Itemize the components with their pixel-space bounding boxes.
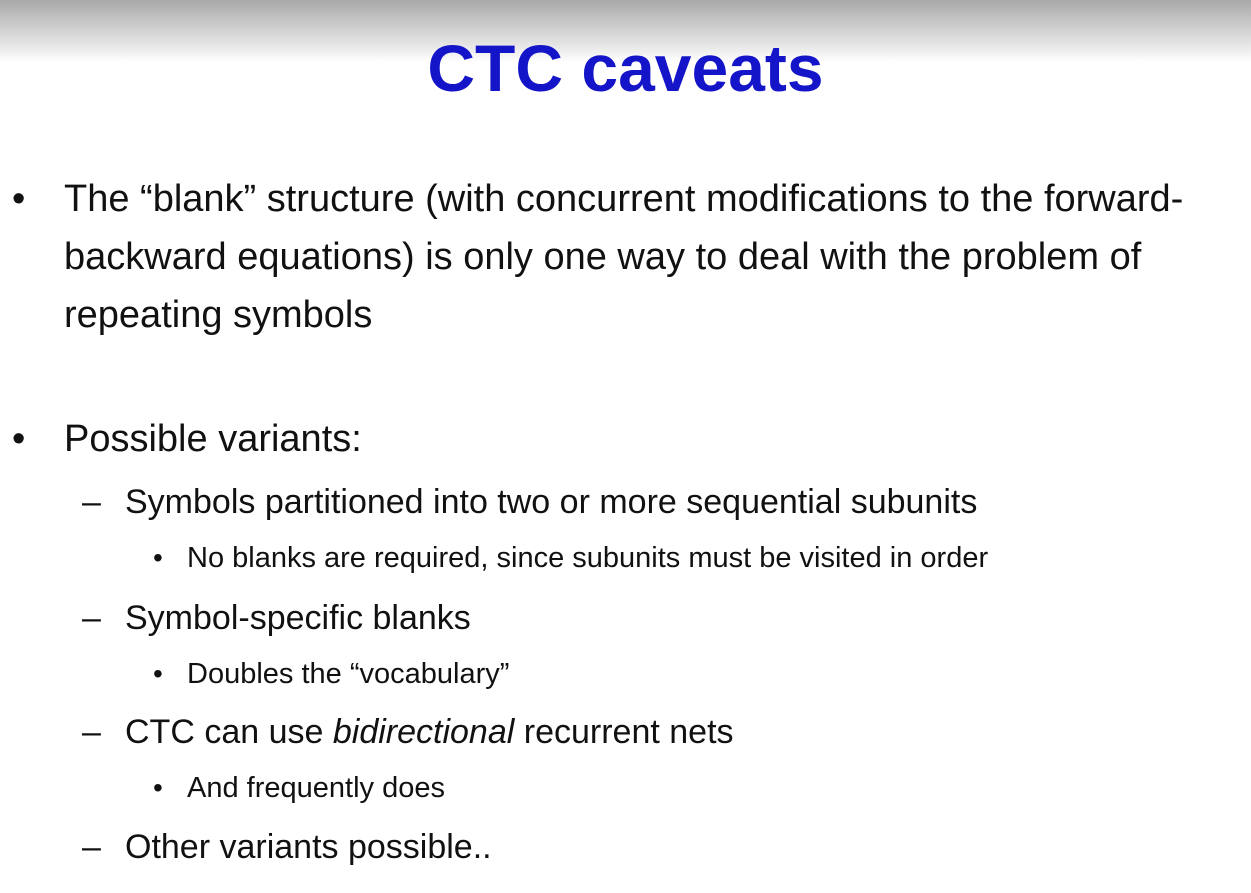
bullet-marker: • bbox=[12, 178, 26, 220]
detail-marker: • bbox=[153, 542, 163, 573]
sub-bullet-text-after: recurrent nets bbox=[514, 713, 734, 751]
dash-marker: – bbox=[82, 828, 101, 866]
emphasis-text: bidirectional bbox=[332, 713, 515, 751]
detail-text: Doubles the “vocabulary” bbox=[187, 658, 510, 690]
detail-marker: • bbox=[153, 658, 163, 689]
detail-marker: • bbox=[153, 772, 163, 803]
bullet-marker: • bbox=[12, 418, 26, 460]
sub-bullet-text bbox=[125, 710, 1235, 754]
detail-text: And frequently does bbox=[187, 772, 445, 804]
sub-bullet-text: Symbol-specific blanks bbox=[125, 599, 471, 637]
sub-bullet-text: Other variants possible.. bbox=[125, 828, 492, 866]
sub-bullet-text: Symbols partitioned into two or more sequential subunits bbox=[125, 483, 978, 521]
detail-text: No blanks are required, since subunits must be visited in order bbox=[187, 542, 989, 574]
bullet-text: The “blank” structure (with concurrent modifications to the forward-backward equations) is only one way to deal with the problem of repeating symbols bbox=[64, 178, 1184, 336]
dash-marker: – bbox=[82, 599, 101, 637]
dash-marker: – bbox=[82, 713, 101, 751]
sub-bullet-text-before: CTC can use bbox=[125, 713, 333, 751]
slide-title: CTC caveats bbox=[427, 31, 824, 105]
dash-marker: – bbox=[82, 483, 101, 521]
bullet-text: Possible variants: bbox=[64, 418, 362, 460]
